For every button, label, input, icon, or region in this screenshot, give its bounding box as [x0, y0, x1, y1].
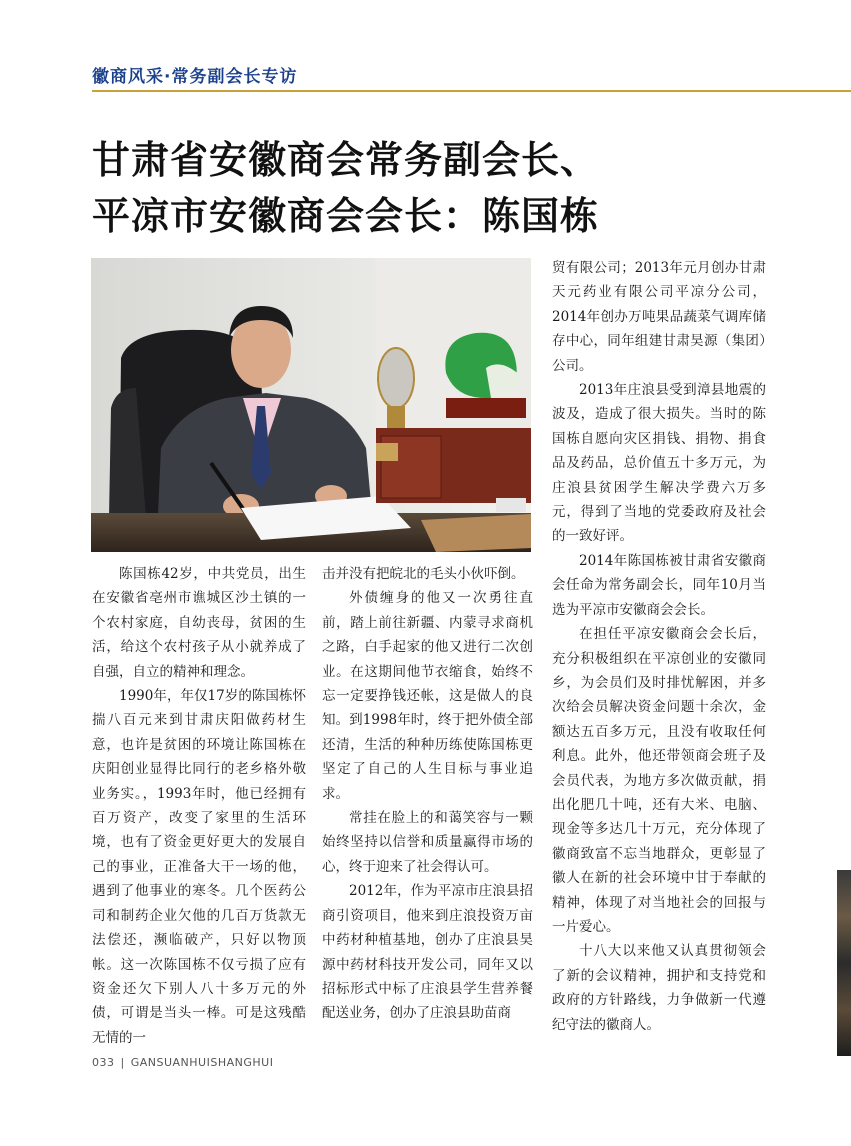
- paragraph: 2012年，作为平凉市庄浪县招商引资项目，他来到庄浪投资万亩中药材种植基地，创办了庄浪县昊源中药材科技开发公司，同年又以招标形式中标了庄浪县学生营养餐配送业务，创办了庄浪县助苗商: [322, 883, 533, 1022]
- article-title: [92, 132, 832, 244]
- paragraph: 常挂在脸上的和蔼笑容与一颗始终坚持以信誉和质量赢得市场的心，终于迎来了社会得认可。: [322, 810, 533, 875]
- portrait-photo: [91, 258, 531, 552]
- paragraph: 1990年，年仅17岁的陈国栋怀揣八百元来到甘肃庆阳做药材生意，也许是贫困的环境让陈国栋在庆阳创业显得比同行的老乡格外敬业务实。，1993年时，他已经拥有百万资产，改变了家里的生活环境，也有了资金更好更大的发展自己的事业，正准备大干一场的他，遇到了他事业的寒冬。几个医药公司和制药企业欠他的几百万货款无法偿还，濒临破产，只好以物顶帐。这一次陈国栋不仅亏损了应有资金还欠下别人八十多万元的外债，可谓是当头一棒。可是这残酷无情的一: [92, 688, 306, 1046]
- paragraph: 2014年陈国栋被甘肃省安徽商会任命为常务副会长，同年10月当选为平凉市安徽商会会长。: [552, 552, 766, 618]
- page-edge-image-strip: [837, 870, 851, 1056]
- section-header: 徽商风采·常务副会长专访: [92, 67, 298, 87]
- column-2: [322, 562, 533, 1026]
- column-1: [92, 562, 306, 1050]
- paragraph: 十八大以来他又认真贯彻领会了新的会议精神，拥护和支持党和政府的方针路线，力争做新一代遵纪守法的徽商人。: [552, 943, 766, 1033]
- column-3: [552, 256, 766, 1037]
- paragraph: 陈国栋42岁，中共党员，出生在安徽省亳州市谯城区沙土镇的一个农村家庭，自幼丧母，贫困的生活，给这个农村孩子从小就养成了自强，自立的精神和理念。: [92, 566, 306, 680]
- paragraph: 在担任平凉安徽商会会长后，充分积极组织在平凉创业的安徽同乡，为会员们及时排忧解困，并多次给会员解决资金问题十余次，金额达五百多万元，且没有收取任何利息。此外，他还带领商会班子及会员代表，为地方多次做贡献，捐出化肥几十吨，还有大米、电脑、现金等多达几十万元，充分体现了徽商致富不忘当地群众，更彰显了徽人在新的社会环境中甘于奉献的精神，体现了对当地社会的回报与一片爱心。: [552, 626, 766, 935]
- paragraph: 外债缠身的他又一次勇往直前，踏上前往新疆、内蒙寻求商机之路，白手起家的他又进行二次创业。在这期间他节衣缩食，始终不忘一定要挣钱还帐，这是做人的良知。到1998年时，终于把外债全部还清，生活的种种历练使陈国栋更坚定了自己的人生目标与事业追求。: [322, 590, 533, 802]
- paragraph-continued: 击并没有把皖北的毛头小伙吓倒。: [322, 566, 525, 582]
- paragraph-continued: 贸有限公司；2013年元月创办甘肃天元药业有限公司平凉分公司，2014年创办万吨果品蔬菜气调库储存中心，同年组建甘肃昊源（集团）公司。: [552, 260, 766, 374]
- footer-separator: |: [120, 1056, 125, 1069]
- title-line-1: 甘肃省安徽商会常务副会长、: [92, 138, 600, 182]
- page-number: 033: [92, 1056, 115, 1069]
- magazine-name: GANSUANHUISHANGHUI: [130, 1056, 274, 1069]
- paragraph: 2013年庄浪县受到漳县地震的波及，造成了很大损失。当时的陈国栋自愿向灾区捐钱、捐物、捐食品及药品，总价值五十多万元，为庄浪县贫困学生解决学费六万多元，得到了当地的党委政府及社会的一致好评。: [552, 382, 766, 545]
- page-footer: [92, 1056, 273, 1069]
- header-rule: [92, 90, 851, 92]
- title-line-2: 平凉市安徽商会会长：陈国栋: [92, 194, 600, 238]
